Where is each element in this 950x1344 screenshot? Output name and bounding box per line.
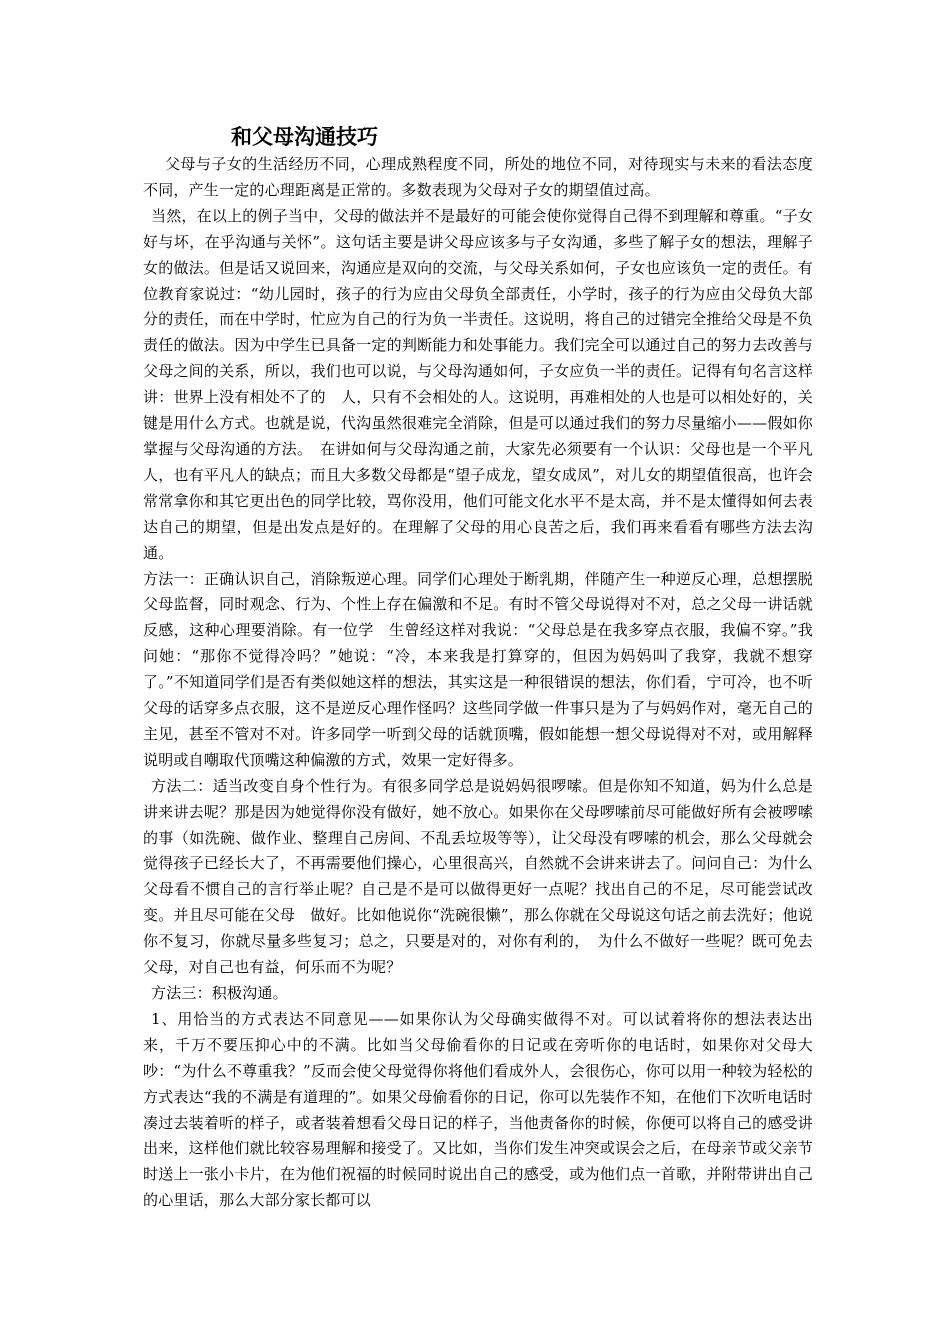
- paragraph-method-one: 方法一：正确认识自己，消除叛逆心理。同学们心理处于断乳期，伴随产生一种逆反心理，总想摆脱父母监督，同时观念、行为、个性上存在偏激和不足。有时不管父母说得对不对，总之父母一讲话就反感，这种心理要消除。有一位学 生曾经这样对我说：“父母总是在我多穿点衣服，我偏不穿。”我问她：“那你不觉得冷吗？”她说：“冷，本来我是打算穿的，但因为妈妈叫了我穿，我就不想穿了。”不知道同学们是否有类似她这样的想法，其实这是一种很错误的想法，你们看，宁可冷，也不听父母的话穿多点衣服，这不是逆反心理作怪吗？这些同学做一件事只是为了与妈妈作对，毫无自己的主见，甚至不管对不对。许多同学一听到父母的话就顶嘴，假如能想一想父母说得对不对，或用解释说明或自嘲取代顶嘴这种偏激的方式，效果一定好得多。: [143, 569, 813, 769]
- paragraph-intro: 父母与子女的生活经历不同，心理成熟程度不同，所处的地位不同，对待现实与未来的看法态度不同，产生一定的心理距离是正常的。多数表现为父母对子女的期望值过高。: [143, 155, 813, 199]
- paragraph-method-three-point-one: 1、用恰当的方式表达不同意见——如果你认为父母确实做得不对。可以试着将你的想法表达出来，千万不要压抑心中的不满。比如当父母偷看你的日记或在旁听你的电话时，如果你对父母大吵：“为什么不尊重我？”反而会使父母觉得你将他们看成外人，会很伤心，你可以用一种较为轻松的方式表达“我的不满是有道理的”。如果父母偷看你的日记，你可以先装作不知，在他们下次听电话时凑过去装着听的样子，或者装着想看父母日记的样子，当他责备你的时候，你便可以将自己的感受讲出来，这样他们就比较容易理解和接受了。又比如，当你们发生冲突或误会之后，在母亲节或父亲节时送上一张小卡片，在为他们祝福的时候同时说出自己的感受，或为他们点一首歌，并附带讲出自己的心里话，那么大部分家长都可以: [143, 1009, 813, 1210]
- paragraph-method-two: 方法二：适当改变自身个性行为。有很多同学总是说妈妈很啰嗦。但是你知不知道，妈为什么总是讲来讲去呢？那是因为她觉得你没有做好，她不放心。如果你在父母啰嗦前尽可能做好所有会被啰嗦的事（如洗碗、做作业、整理自己房间、不乱丢垃圾等等），让父母没有啰嗦的机会，那么父母就会觉得孩子已经长大了，不再需要他们操心，心里很高兴，自然就不会讲来讲去了。问问自己：为什么父母看不惯自己的言行举止呢？自己是不是可以做得更好一点呢？找出自己的不足，尽可能尝试改变。并且尽可能在父母 做好。比如他说你“洗碗很懒”，那么你就在父母说这句话之前去洗好；他说你不复习，你就尽量多些复习；总之，只要是对的，对你有利的， 为什么不做好一些呢？既可免去父母，对自己也有益，何乐而不为呢？: [143, 776, 813, 977]
- paragraph-method-three-heading: 方法三：积极沟通。: [151, 984, 288, 1002]
- paragraph-responsibility: 当然，在以上的例子当中，父母的做法并不是最好的可能会使你觉得自己得不到理解和尊重。“子女好与坏，在乎沟通与关怀”。这句话主要是讲父母应该多与子女沟通，多些了解子女的想法，理解子女的做法。但是话又说回来，沟通应是双向的交流，与父母关系如何，子女也应该负一定的责任。有位教育家说过：“幼儿园时，孩子的行为应由父母负全部责任，小学时，孩子的行为应由父母负大部分的责任，而在中学时，忙应为自己的行为负一半责任。这说明，将自己的过错完全推给父母是不负责任的做法。因为中学生已具备一定的判断能力和处事能力。我们完全可以通过自己的努力去改善与父母之间的关系，所以，我们也可以说，与父母沟通如何，子女应负一半的责任。记得有句名言这样讲：世界上没有相处不了的 人，只有不会相处的人。这说明，再难相处的人也是可以相处好的，关键是用什么方式。也就是说，代沟虽然很难完全消除，但是可以通过我们的努力尽量缩小——假如你掌握与父母沟通的方法。 在讲如何与父母沟通之前，大家先必须要有一个认识：父母也是一个平凡人，也有平凡人的缺点；而且大多数父母都是“望子成龙，望女成凤”，对儿女的期望值很高，也许会常常拿你和其它更出色的同学比较，骂你没用，他们可能文化水平不是太高，并不是太懂得如何去表达自己的期望，但是出发点是好的。在理解了父母的用心良苦之后，我们再来看看有哪些方法去沟通。: [143, 206, 813, 562]
- document-title: 和父母沟通技巧: [231, 125, 378, 149]
- document-page: [143, 122, 813, 1214]
